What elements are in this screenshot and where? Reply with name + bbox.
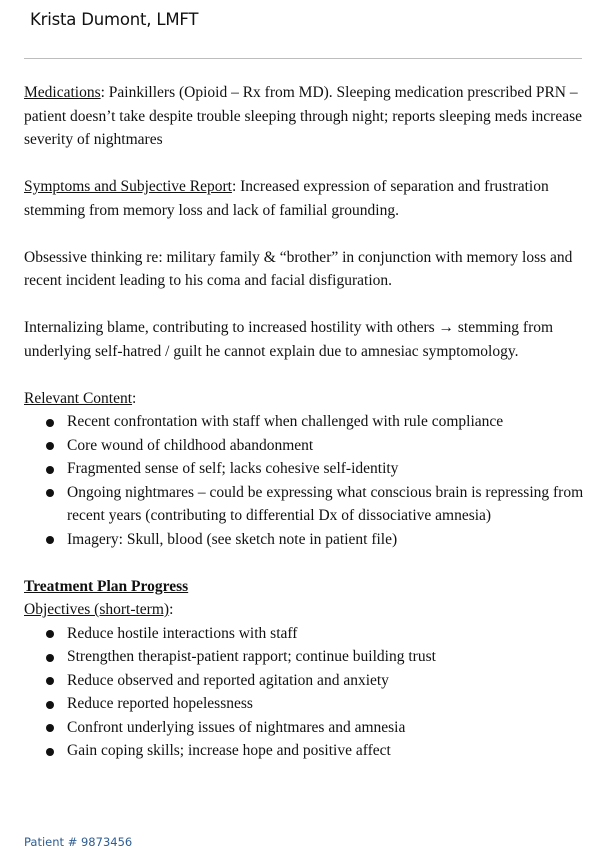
medications-text: : Painkillers (Opioid – Rx from MD). Sleeping medication prescribed PRN – patient doesn’t take despite trouble sleeping through night; reports sleeping meds increase severity of nightmares [24, 84, 582, 148]
list-item: Core wound of childhood abandonment [24, 434, 586, 458]
bullet-icon [46, 630, 54, 638]
therapist-name: Krista Dumont, LMFT [30, 10, 199, 29]
patient-id-footer: Patient # 9873456 [24, 835, 133, 849]
clinical-notes [24, 81, 586, 763]
objectives-list [24, 622, 586, 763]
bullet-icon [46, 701, 54, 709]
relevant-content-list [24, 410, 586, 551]
medications-paragraph [24, 81, 586, 152]
list-item: Fragmented sense of self; lacks cohesive self-identity [24, 457, 586, 481]
symptoms-text: : Increased expression of separation and frustration stemming from memory loss and lack of familial grounding. [24, 178, 549, 219]
objectives-heading [24, 598, 586, 622]
relevant-content-heading [24, 387, 586, 411]
bullet-icon [46, 442, 54, 450]
objectives-colon: : [169, 601, 174, 618]
bullet-icon [46, 489, 54, 497]
list-item: Confront underlying issues of nightmares and amnesia [24, 716, 586, 740]
bullet-icon [46, 677, 54, 685]
list-item: Imagery: Skull, blood (see sketch note in patient file) [24, 528, 586, 552]
relevant-content-label: Relevant Content [24, 389, 133, 407]
list-item: Reduce observed and reported agitation and anxiety [24, 669, 586, 693]
bullet-icon [46, 654, 54, 662]
obsessive-thinking-paragraph: Obsessive thinking re: military family & “brother” in conjunction with memory loss and recent incident leading to his coma and facial disfiguration. [24, 248, 573, 289]
bullet-icon [46, 748, 54, 756]
objectives-label: Objectives (short-term) [24, 601, 170, 618]
list-item: Gain coping skills; increase hope and positive affect [24, 739, 586, 763]
list-item: Ongoing nightmares – could be expressing what conscious brain is repressing from recent years (contributing to differential Dx of dissociative amnesia) [24, 481, 586, 528]
relevant-content-colon: : [132, 389, 137, 407]
internalizing-blame-paragraph: Internalizing blame, contributing to increased hostility with others → stemming from underlying self-hatred / guilt he cannot explain due to amnesiac symptomology. [24, 319, 554, 360]
treatment-plan-title: Treatment Plan Progress [24, 577, 189, 595]
medications-label: Medications [24, 84, 101, 101]
header-divider [24, 58, 582, 59]
symptoms-paragraph [24, 175, 586, 222]
bullet-icon [46, 724, 54, 732]
list-item: Reduce reported hopelessness [24, 692, 586, 716]
list-item: Recent confrontation with staff when challenged with rule compliance [24, 410, 586, 434]
bullet-icon [46, 419, 54, 427]
list-item: Strengthen therapist-patient rapport; continue building trust [24, 645, 586, 669]
bullet-icon [46, 466, 54, 474]
symptoms-label: Symptoms and Subjective Report [24, 178, 232, 195]
bullet-icon [46, 536, 54, 544]
list-item: Reduce hostile interactions with staff [24, 622, 586, 646]
